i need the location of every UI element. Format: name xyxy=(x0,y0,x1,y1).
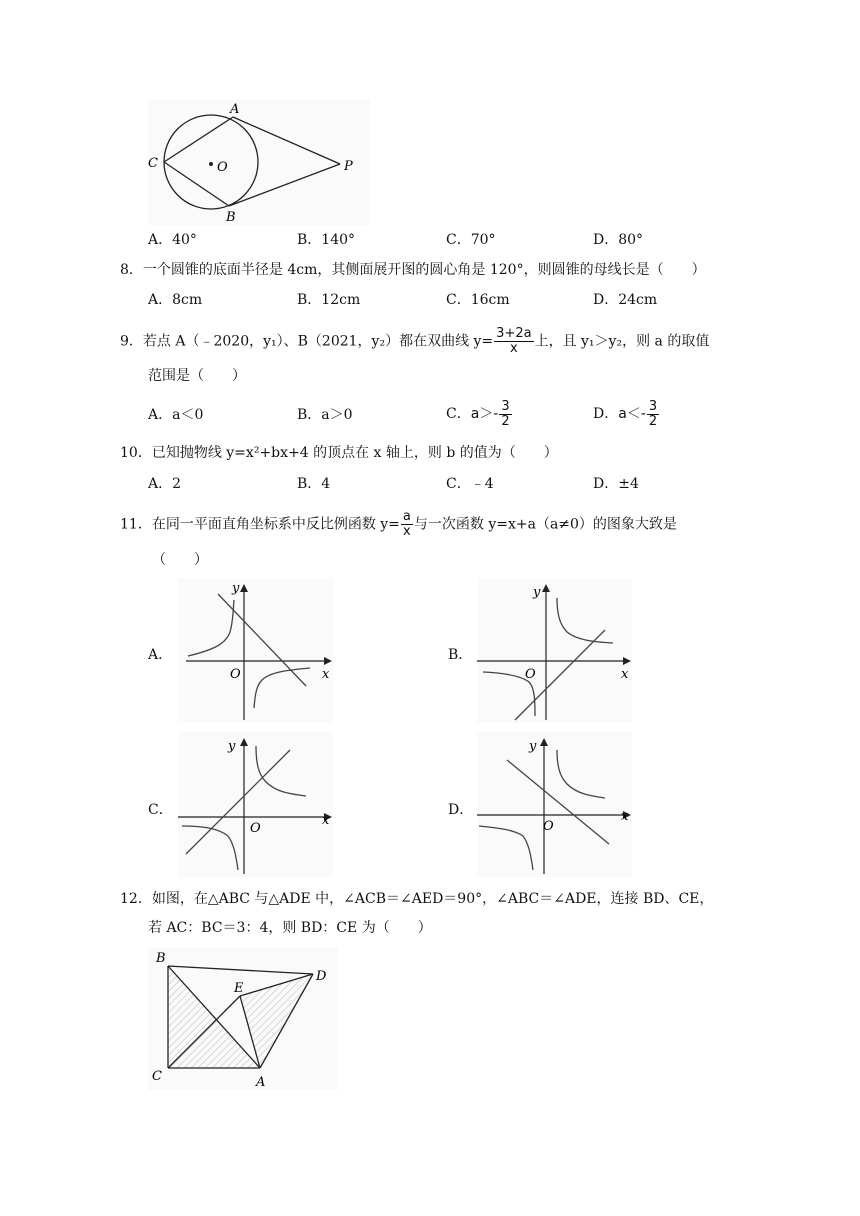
q9-option-d xyxy=(593,398,660,430)
q10-option-c: C．﹣4 xyxy=(446,476,494,492)
q11-c-origin-label: O xyxy=(250,821,261,836)
q11-a-origin-label: O xyxy=(230,667,241,682)
q11-a-y-label: y xyxy=(232,581,240,596)
center-dot xyxy=(209,162,213,166)
q10-text: 已知抛物线 y=x²+bx+4 的顶点在 x 轴上，则 b 的值为（ ） xyxy=(151,445,558,461)
q9-stem xyxy=(120,327,709,356)
q11-number: 11． xyxy=(120,516,152,533)
label-o: O xyxy=(217,160,228,175)
q9-frac-num: 3+2a xyxy=(496,326,532,341)
q11-fraction xyxy=(401,510,413,539)
q9-option-b: B．a＞0 xyxy=(297,407,353,423)
q11-c-y-label: y xyxy=(228,739,236,754)
q7-option-a: A．40° xyxy=(148,232,197,248)
q12-label-b: B xyxy=(156,951,166,966)
q11-a-x-label: x xyxy=(322,667,330,682)
q7-option-b: B．140° xyxy=(297,232,356,248)
q11-text-before: 在同一平面直角坐标系中反比例函数 y= xyxy=(151,516,400,533)
q9-option-d-den: 2 xyxy=(648,413,658,429)
q9-frac-den: x xyxy=(510,341,518,356)
q11-graph-d xyxy=(477,732,632,877)
q11-b-origin-label: O xyxy=(525,667,536,682)
q9-option-a: A．a＜0 xyxy=(148,407,204,423)
label-a: A xyxy=(230,102,240,117)
q11-d-x-label: x xyxy=(621,809,629,824)
q7-circle-tangent-figure xyxy=(140,100,370,225)
q9-option-c-num: 3 xyxy=(501,398,510,414)
q11-text-after: 与一次函数 y=x+a（a≠0）的图象大致是 xyxy=(413,516,677,533)
q12-label-c: C xyxy=(152,1069,162,1084)
q11-frac-den: x xyxy=(403,524,411,539)
q11-stem-line2: （ ） xyxy=(152,552,208,568)
q9-option-c-label: C． xyxy=(446,406,471,422)
q11-stem xyxy=(120,510,677,539)
q8-option-c: C．16cm xyxy=(446,292,510,308)
q10-number: 10． xyxy=(120,445,152,461)
q7-option-c: C．70° xyxy=(446,232,496,248)
q11-b-x-label: x xyxy=(621,667,629,682)
q9-number: 9． xyxy=(120,333,143,350)
q12-text: 如图，在△ABC 与△ADE 中，∠ACB＝∠AED＝90°，∠ABC＝∠ADE，连接 BD、CE， xyxy=(151,891,714,907)
q8-option-b: B．12cm xyxy=(297,292,361,308)
q12-triangles-figure xyxy=(148,948,338,1090)
q12-stem xyxy=(120,889,713,909)
q10-option-d: D．±4 xyxy=(593,476,639,492)
q12-label-e: E xyxy=(234,981,244,996)
label-b: B xyxy=(226,210,236,225)
q7-option-d: D．80° xyxy=(593,232,644,248)
q11-d-y-label: y xyxy=(529,739,537,754)
q12-number: 12． xyxy=(120,891,152,907)
q9-option-d-rel: a＜- xyxy=(618,406,646,422)
q11-graph-b xyxy=(477,578,632,723)
q12-label-d: D xyxy=(316,969,327,984)
q12-label-a: A xyxy=(256,1075,266,1090)
q8-number: 8． xyxy=(120,262,143,278)
q10-option-a: A．2 xyxy=(148,476,182,492)
q9-stem-line2: 范围是（ ） xyxy=(148,368,246,384)
q11-graph-c xyxy=(178,732,333,877)
q8-option-a: A．8cm xyxy=(148,292,203,308)
label-p: P xyxy=(344,159,353,174)
q11-option-b: B． xyxy=(448,647,473,663)
q11-option-d: D． xyxy=(448,802,474,818)
q11-b-y-label: y xyxy=(533,585,541,600)
q11-d-origin-label: O xyxy=(543,819,554,834)
q8-option-d: D．24cm xyxy=(593,292,658,308)
q8-stem xyxy=(120,260,706,280)
q12-stem-line2: 若 AC：BC＝3：4，则 BD：CE 为（ ） xyxy=(148,920,432,936)
q9-option-c-den: 2 xyxy=(501,413,510,429)
q9-option-c-frac xyxy=(499,400,511,429)
q11-option-c: C． xyxy=(148,802,173,818)
q9-text-after: 上，且 y₁＞y₂，则 a 的取值 xyxy=(534,333,710,350)
q8-text: 一个圆锥的底面半径是 4cm，其侧面展开图的圆心角是 120°，则圆锥的母线长是（ ） xyxy=(142,262,706,278)
q9-option-c-rel: a＞- xyxy=(470,406,499,422)
q11-frac-num: a xyxy=(402,509,411,524)
q9-fraction xyxy=(494,327,533,356)
q9-option-d-label: D． xyxy=(593,406,619,422)
q9-option-d-num: 3 xyxy=(648,398,658,414)
q10-option-b: B．4 xyxy=(297,476,331,492)
label-c: C xyxy=(148,156,158,171)
q9-text-before: 若点 A（﹣2020，y₁）、B（2021，y₂）都在双曲线 y= xyxy=(142,333,494,350)
q11-option-a: A． xyxy=(148,647,173,663)
q11-c-x-label: x xyxy=(322,813,330,828)
q11-graph-a xyxy=(178,578,333,723)
q9-option-c xyxy=(446,398,513,430)
q10-stem xyxy=(120,443,558,463)
q9-option-d-frac xyxy=(647,400,659,429)
